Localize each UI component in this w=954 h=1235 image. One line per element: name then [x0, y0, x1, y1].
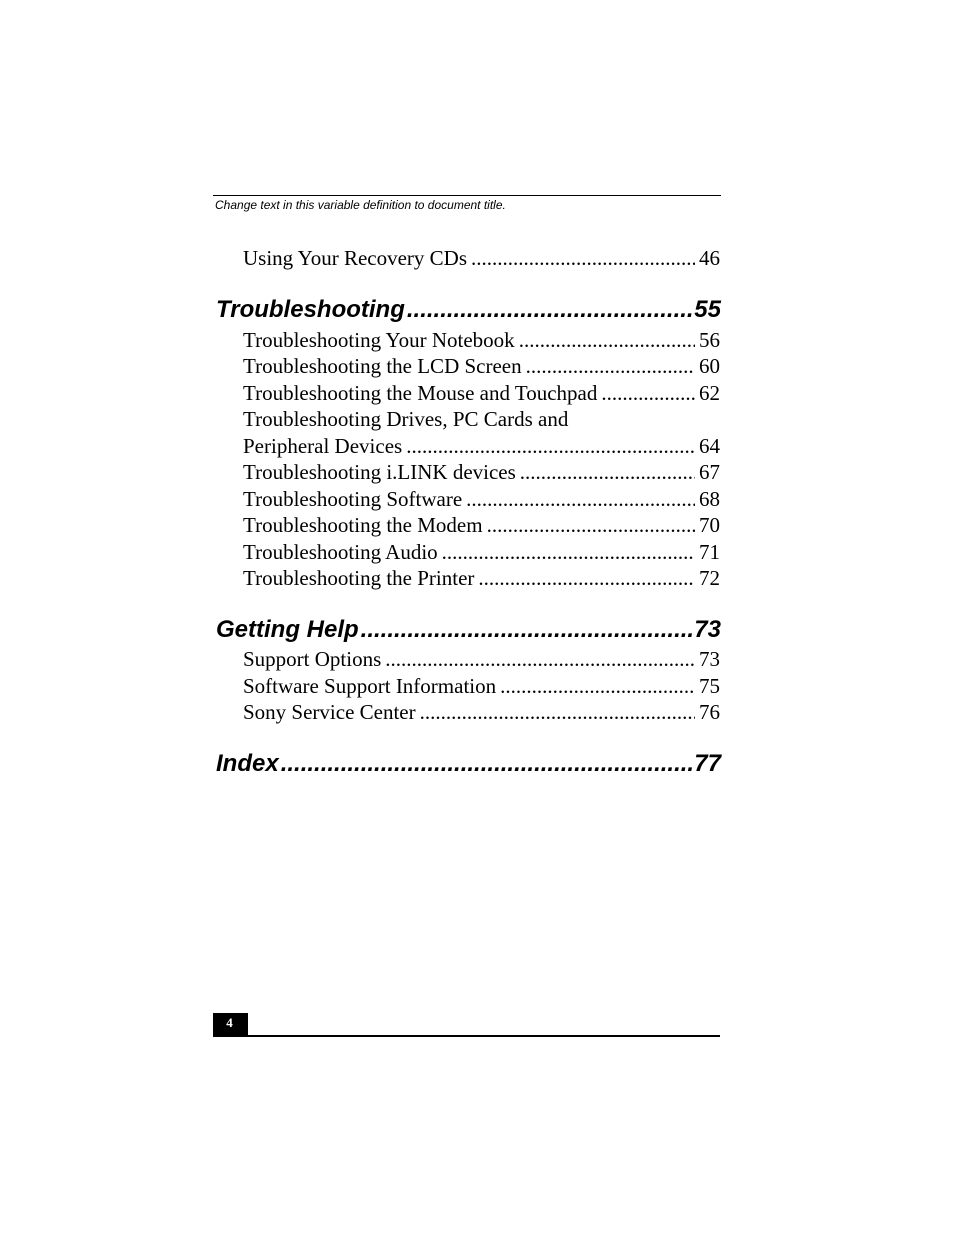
running-header: Change text in this variable definition to document title.: [215, 198, 506, 212]
toc-entry-label: Troubleshooting Drives, PC Cards and: [243, 407, 569, 431]
toc-leader-dots: [487, 512, 695, 538]
footer-page-number: 4: [213, 1013, 248, 1037]
toc-page-number: 60: [699, 354, 720, 378]
toc-section-index[interactable]: [216, 749, 721, 779]
toc-leader-dots: [385, 646, 695, 672]
toc-entry-sony-service-center[interactable]: [243, 699, 720, 725]
toc-leader-dots: [466, 486, 695, 512]
toc-page-number: 72: [699, 566, 720, 590]
toc-entry-troubleshooting-drives-line1[interactable]: [243, 406, 720, 432]
toc-entry-troubleshooting-printer[interactable]: [243, 565, 720, 591]
toc-entry-label: Troubleshooting the Printer: [243, 566, 475, 590]
toc-page-number: 76: [699, 700, 720, 724]
toc-leader-dots: [519, 327, 695, 353]
toc-page-number: 56: [699, 328, 720, 352]
toc-section-title: Troubleshooting: [216, 296, 405, 323]
toc-entry-support-options[interactable]: [243, 646, 720, 672]
toc-leader-dots: [478, 565, 695, 591]
header-rule: [213, 195, 721, 196]
toc-page-number: 71: [699, 540, 720, 564]
toc-entry-label: Peripheral Devices: [243, 434, 403, 458]
toc-leader-dots: [601, 380, 695, 406]
toc-page-number: 70: [699, 513, 720, 537]
toc-section-title: Getting Help: [216, 616, 359, 643]
toc-entry-label: Troubleshooting the LCD Screen: [243, 354, 522, 378]
toc-page-number: 67: [699, 460, 720, 484]
toc-leader-dots: [281, 749, 693, 779]
toc-page-number: 62: [699, 381, 720, 405]
toc-leader-dots: [442, 539, 695, 565]
toc-entry-label: Troubleshooting the Modem: [243, 513, 483, 537]
toc-entry-troubleshooting-mouse[interactable]: [243, 380, 720, 406]
toc-entry-software-support[interactable]: [243, 673, 720, 699]
toc-entry-label: Troubleshooting the Mouse and Touchpad: [243, 381, 598, 405]
toc-entry-label: Troubleshooting i.LINK devices: [243, 460, 516, 484]
toc-entry-label: Software Support Information: [243, 674, 497, 698]
toc-entry-label: Sony Service Center: [243, 700, 416, 724]
toc-entry-troubleshooting-notebook[interactable]: [243, 327, 720, 353]
toc-entry-troubleshooting-drives[interactable]: [243, 433, 720, 459]
toc-entry-troubleshooting-audio[interactable]: [243, 539, 720, 565]
toc-leader-dots: [420, 699, 695, 725]
toc-section-getting-help[interactable]: [216, 615, 721, 645]
toc-entry-troubleshooting-software[interactable]: [243, 486, 720, 512]
toc-section-title: Index: [216, 750, 279, 777]
toc-page-number: 77: [694, 750, 721, 777]
toc-page-number: 75: [699, 674, 720, 698]
toc-leader-dots: [500, 673, 695, 699]
toc-leader-dots: [471, 245, 695, 271]
toc-page-number: 68: [699, 487, 720, 511]
toc-page-number: 64: [699, 434, 720, 458]
toc-entry-label: Support Options: [243, 647, 382, 671]
toc-page-number: 73: [694, 616, 721, 643]
toc-page-number: 73: [699, 647, 720, 671]
toc-leader-dots: [406, 433, 695, 459]
footer-rule: [213, 1035, 720, 1037]
toc-entry-troubleshooting-lcd[interactable]: [243, 353, 720, 379]
toc-entry-troubleshooting-modem[interactable]: [243, 512, 720, 538]
toc-leader-dots: [526, 353, 695, 379]
toc-entry-label: Using Your Recovery CDs: [243, 246, 468, 270]
toc-leader-dots: [407, 295, 692, 325]
toc-entry-label: Troubleshooting Your Notebook: [243, 328, 515, 352]
toc-entry-recovery-cds[interactable]: [243, 245, 720, 271]
toc-section-troubleshooting[interactable]: [216, 295, 721, 325]
toc-page-number: 46: [699, 246, 720, 270]
toc-leader-dots: [361, 615, 693, 645]
toc-page-number: 55: [694, 296, 721, 323]
toc-entry-troubleshooting-ilink[interactable]: [243, 459, 720, 485]
toc-entry-label: Troubleshooting Audio: [243, 540, 438, 564]
toc-leader-dots: [520, 459, 695, 485]
toc-entry-label: Troubleshooting Software: [243, 487, 463, 511]
